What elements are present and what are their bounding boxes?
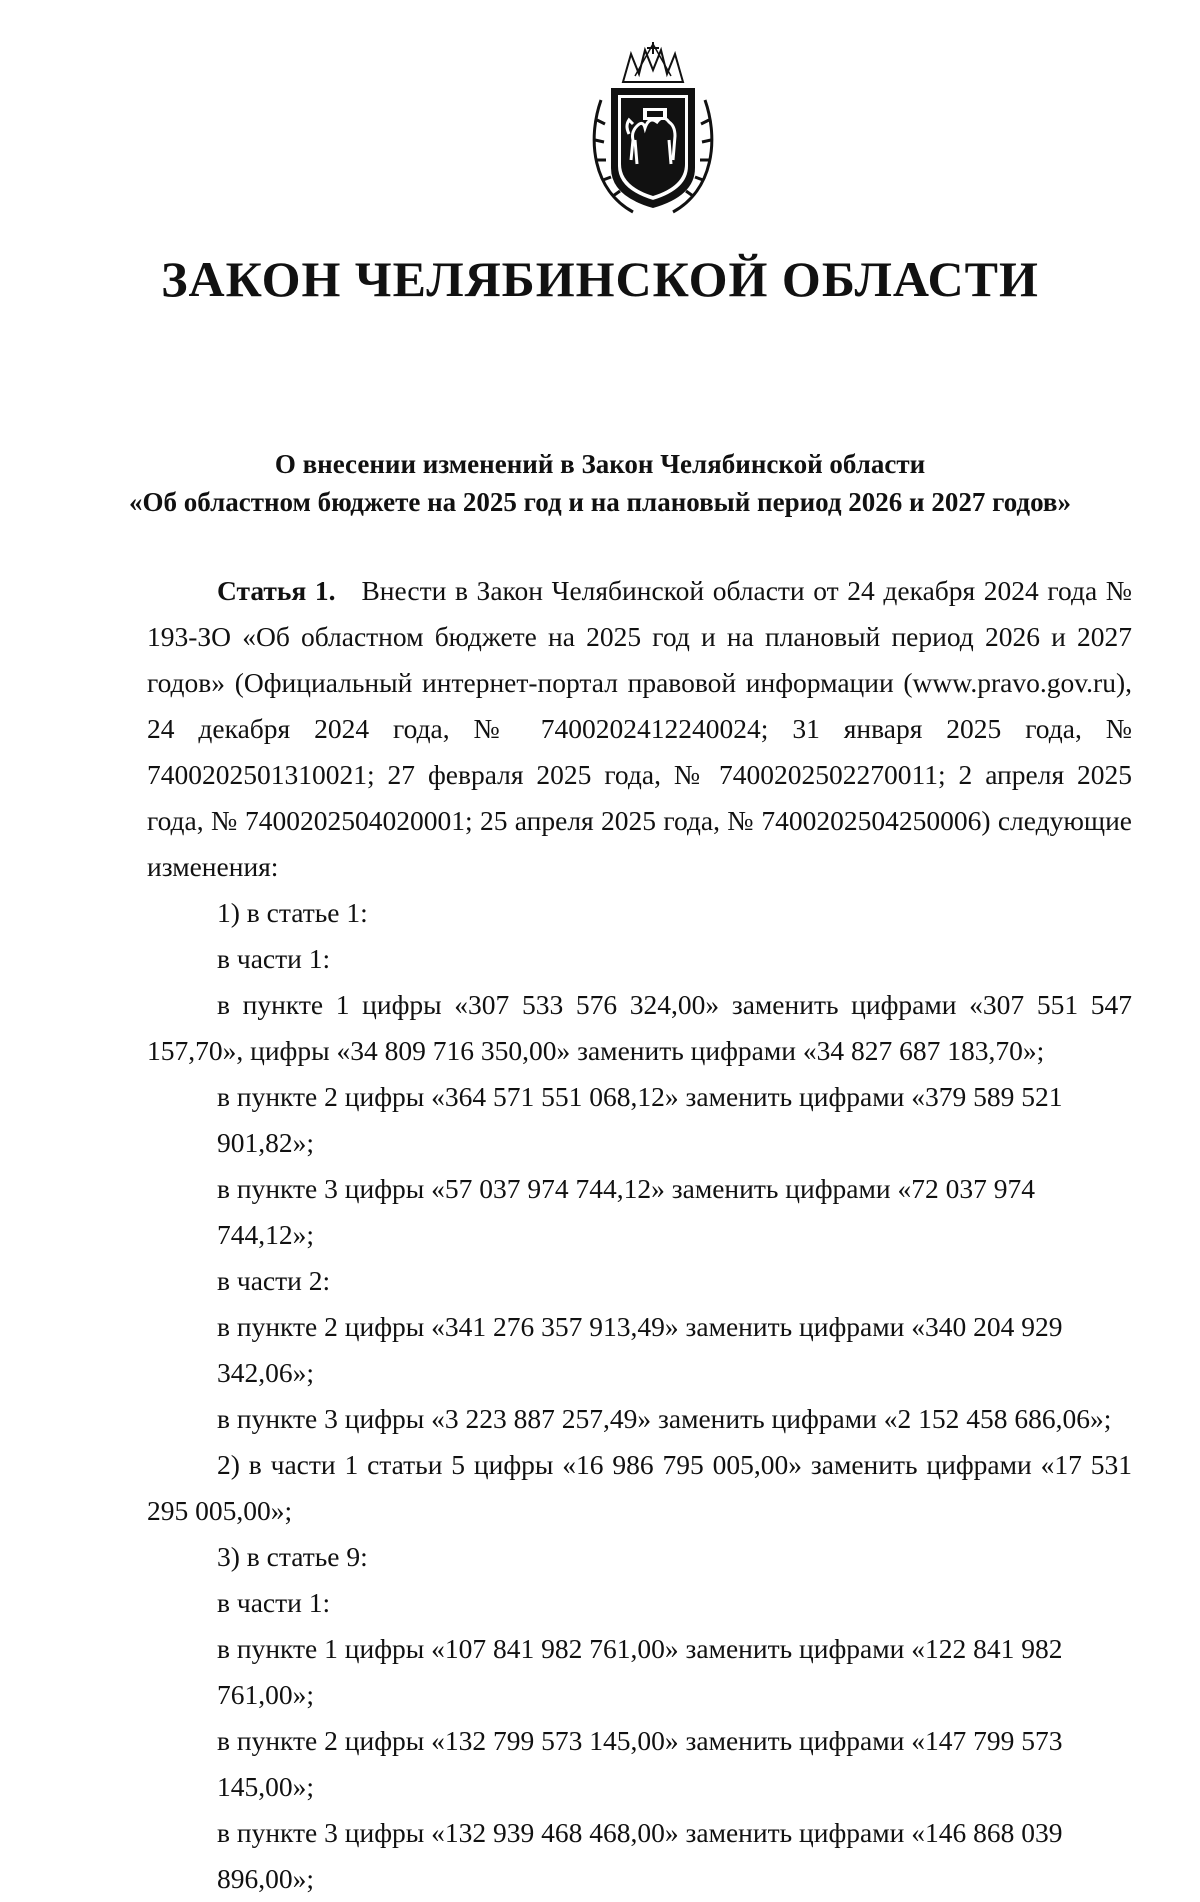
article-heading: Статья 1. [217, 575, 336, 606]
article-1-intro [147, 568, 1132, 890]
list-item: в пункте 3 цифры «57 037 974 744,12» заменить цифрами «72 037 974 744,12»; [217, 1173, 1035, 1250]
list-item: в пункте 2 цифры «364 571 551 068,12» заменить цифрами «379 589 521 901,82»; [217, 1081, 1063, 1158]
subject-line-1: О внесении изменений в Закон Челябинской области [274, 449, 926, 479]
article-1 [147, 568, 1132, 1902]
list-item: в пункте 3 цифры «3 223 887 257,49» заменить цифрами «2 152 458 686,06»; [217, 1403, 1112, 1434]
list-item: в пункте 3 цифры «132 939 468 468,00» заменить цифрами «146 868 039 896,00»; [217, 1817, 1063, 1894]
law-subject [0, 445, 1200, 521]
list-item: 1) в статье 1: [217, 897, 368, 928]
list-item: в пункте 1 цифры «307 533 576 324,00» заменить цифрами «307 551 547 157,70», цифры «34 809 716 350,00» заменить цифрами «34 827 687 183,70»; [147, 989, 1132, 1066]
law-title: ЗАКОН ЧЕЛЯБИНСКОЙ ОБЛАСТИ [161, 251, 1039, 307]
article-intro-text: Внести в Закон Челябинской области от 24 декабря 2024 года № 193-ЗО «Об областном бюджете на 2025 год и на плановый период 2026 и 2027 годов» (Официальный интернет-портал правовой информации (www.pravo.gov.ru), 24 декабря 2024 года, № 7400202412240024; 31 января 2025 года, № 7400202501310021; 27 февраля 2025 года, № 7400202502270011; 2 апреля 2025 года, № 7400202504020001; 25 апреля 2025 года, № 7400202504250006) следующие изменения: [147, 575, 1133, 882]
list-item: в пункте 2 цифры «132 799 573 145,00» заменить цифрами «147 799 573 145,00»; [217, 1725, 1063, 1802]
chelyabinsk-coat-of-arms-icon [583, 40, 723, 218]
list-item: в части 1: [217, 1587, 331, 1618]
list-item: в пункте 1 цифры «107 841 982 761,00» заменить цифрами «122 841 982 761,00»; [217, 1633, 1063, 1710]
list-item: в части 2: [217, 1265, 331, 1296]
list-item: в части 1: [217, 943, 331, 974]
subject-line-2: «Об областном бюджете на 2025 год и на плановый период 2026 и 2027 годов» [129, 487, 1071, 517]
list-item: 3) в статье 9: [217, 1541, 368, 1572]
coat-of-arms [583, 40, 723, 218]
list-item: в пункте 2 цифры «341 276 357 913,49» заменить цифрами «340 204 929 342,06»; [217, 1311, 1063, 1388]
list-item: 2) в части 1 статьи 5 цифры «16 986 795 005,00» заменить цифрами «17 531 295 005,00»; [147, 1449, 1132, 1526]
